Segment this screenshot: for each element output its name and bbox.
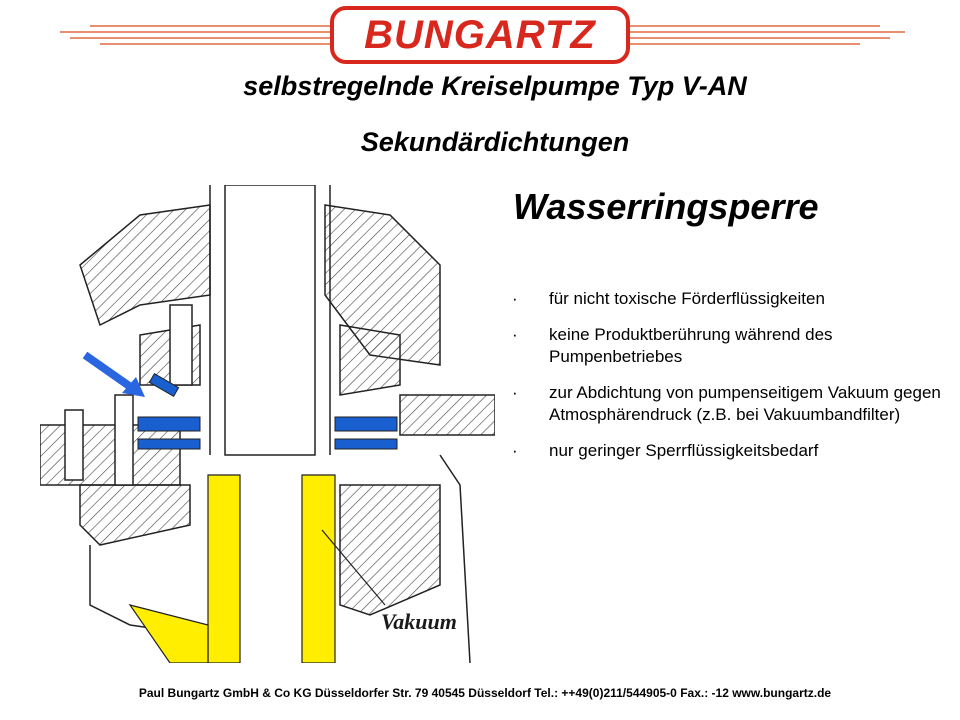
feature-list [512, 288, 942, 476]
pump-cross-section-drawing [40, 185, 495, 663]
page-title: selbstregelnde Kreiselpumpe Typ V-AN [243, 71, 747, 101]
bungartz-logo [330, 6, 630, 64]
bullet-icon: · [512, 441, 518, 460]
list-item: · für nicht toxische Förderflüssigkeiten [512, 289, 825, 308]
vacuum-label: Vakuum [381, 609, 457, 634]
bullet-icon: · [512, 325, 518, 344]
list-item: · zur Abdichtung von pumpenseitigem Vakuum gegen Atmosphärendruck (z.B. bei Vakuumbandfilter) [512, 383, 941, 424]
list-item: · nur geringer Sperrflüssigkeitsbedarf [512, 441, 819, 460]
footer-contact: Paul Bungartz GmbH & Co KG Düsseldorfer Str. 79 40545 Düsseldorf Tel.: ++49(0)211/544905-0 Fax.: -12 www.bungartz.de [138, 686, 832, 700]
logo-text: BUNGARTZ [364, 12, 596, 57]
list-item: · keine Produktberührung während des Pumpenbetriebes [512, 325, 833, 366]
page-subtitle: Sekundärdichtungen [360, 127, 630, 157]
bullet-icon: · [512, 383, 518, 402]
bullet-icon: · [512, 289, 518, 308]
header-logo-bar [0, 0, 960, 78]
section-heading: Wasserringsperre [513, 186, 819, 227]
supply-arrow-icon [85, 355, 145, 397]
